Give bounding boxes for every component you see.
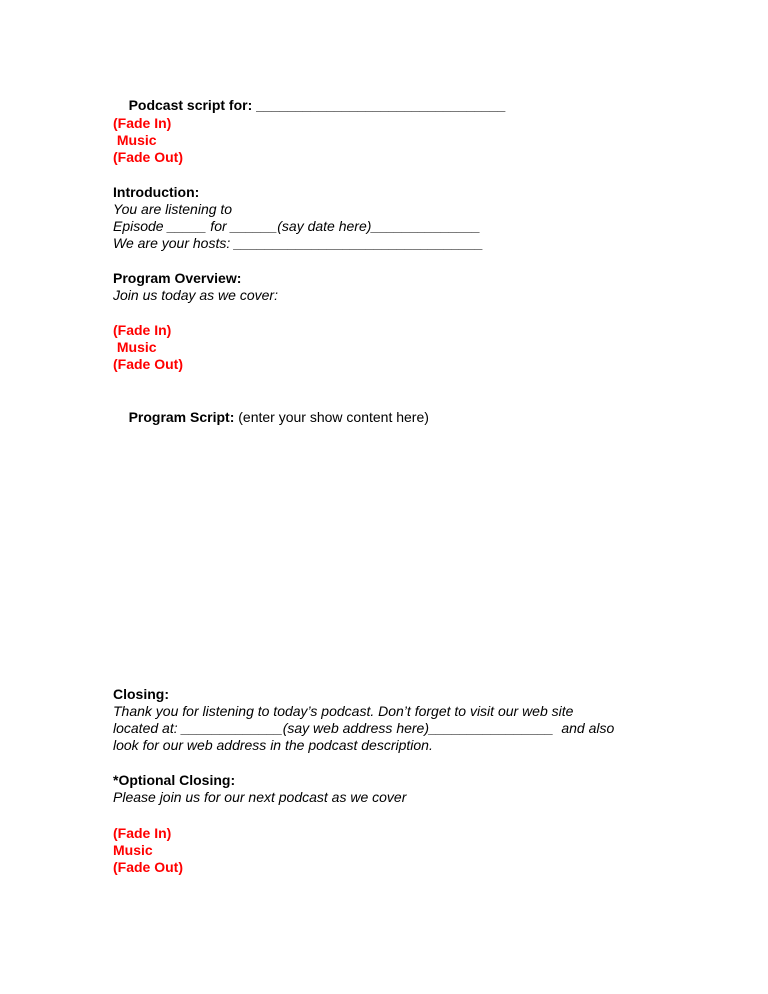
script-title-label: Podcast script for: (128, 97, 257, 113)
introduction-line: Episode _____ for ______(say date here)______________ (113, 218, 481, 234)
cue-fade-in: (Fade In) (113, 322, 172, 338)
cue-music: Music (113, 339, 157, 355)
cue-music: Music (113, 132, 157, 148)
overview-line: Join us today as we cover: (113, 287, 278, 303)
introduction-line: You are listening to (113, 201, 233, 217)
script-title-blank: ________________________________ (256, 97, 506, 113)
optional-closing-heading: *Optional Closing: (113, 772, 236, 788)
overview-heading: Program Overview: (113, 270, 242, 286)
introduction-heading: Introduction: (113, 184, 200, 200)
cue-fade-out: (Fade Out) (113, 859, 183, 875)
optional-closing-line: Please join us for our next podcast as we cover (113, 789, 407, 805)
closing-heading: Closing: (113, 686, 169, 702)
closing-line: Thank you for listening to today’s podcast. Don’t forget to visit our web site (113, 703, 574, 719)
cue-fade-out: (Fade Out) (113, 149, 183, 165)
program-script-note: (enter your show content here) (234, 409, 429, 425)
script-title (113, 80, 505, 131)
cue-music: Music (113, 842, 153, 858)
introduction-line: We are your hosts: ________________________________ (113, 235, 484, 251)
cue-fade-in: (Fade In) (113, 825, 172, 841)
program-script (113, 392, 429, 443)
cue-fade-out: (Fade Out) (113, 356, 183, 372)
cue-fade-in: (Fade In) (113, 115, 172, 131)
closing-line: located at: _____________(say web address here)________________ and also (113, 720, 615, 736)
program-script-heading: Program Script: (128, 409, 235, 425)
closing-line: look for our web address in the podcast description. (113, 737, 433, 753)
